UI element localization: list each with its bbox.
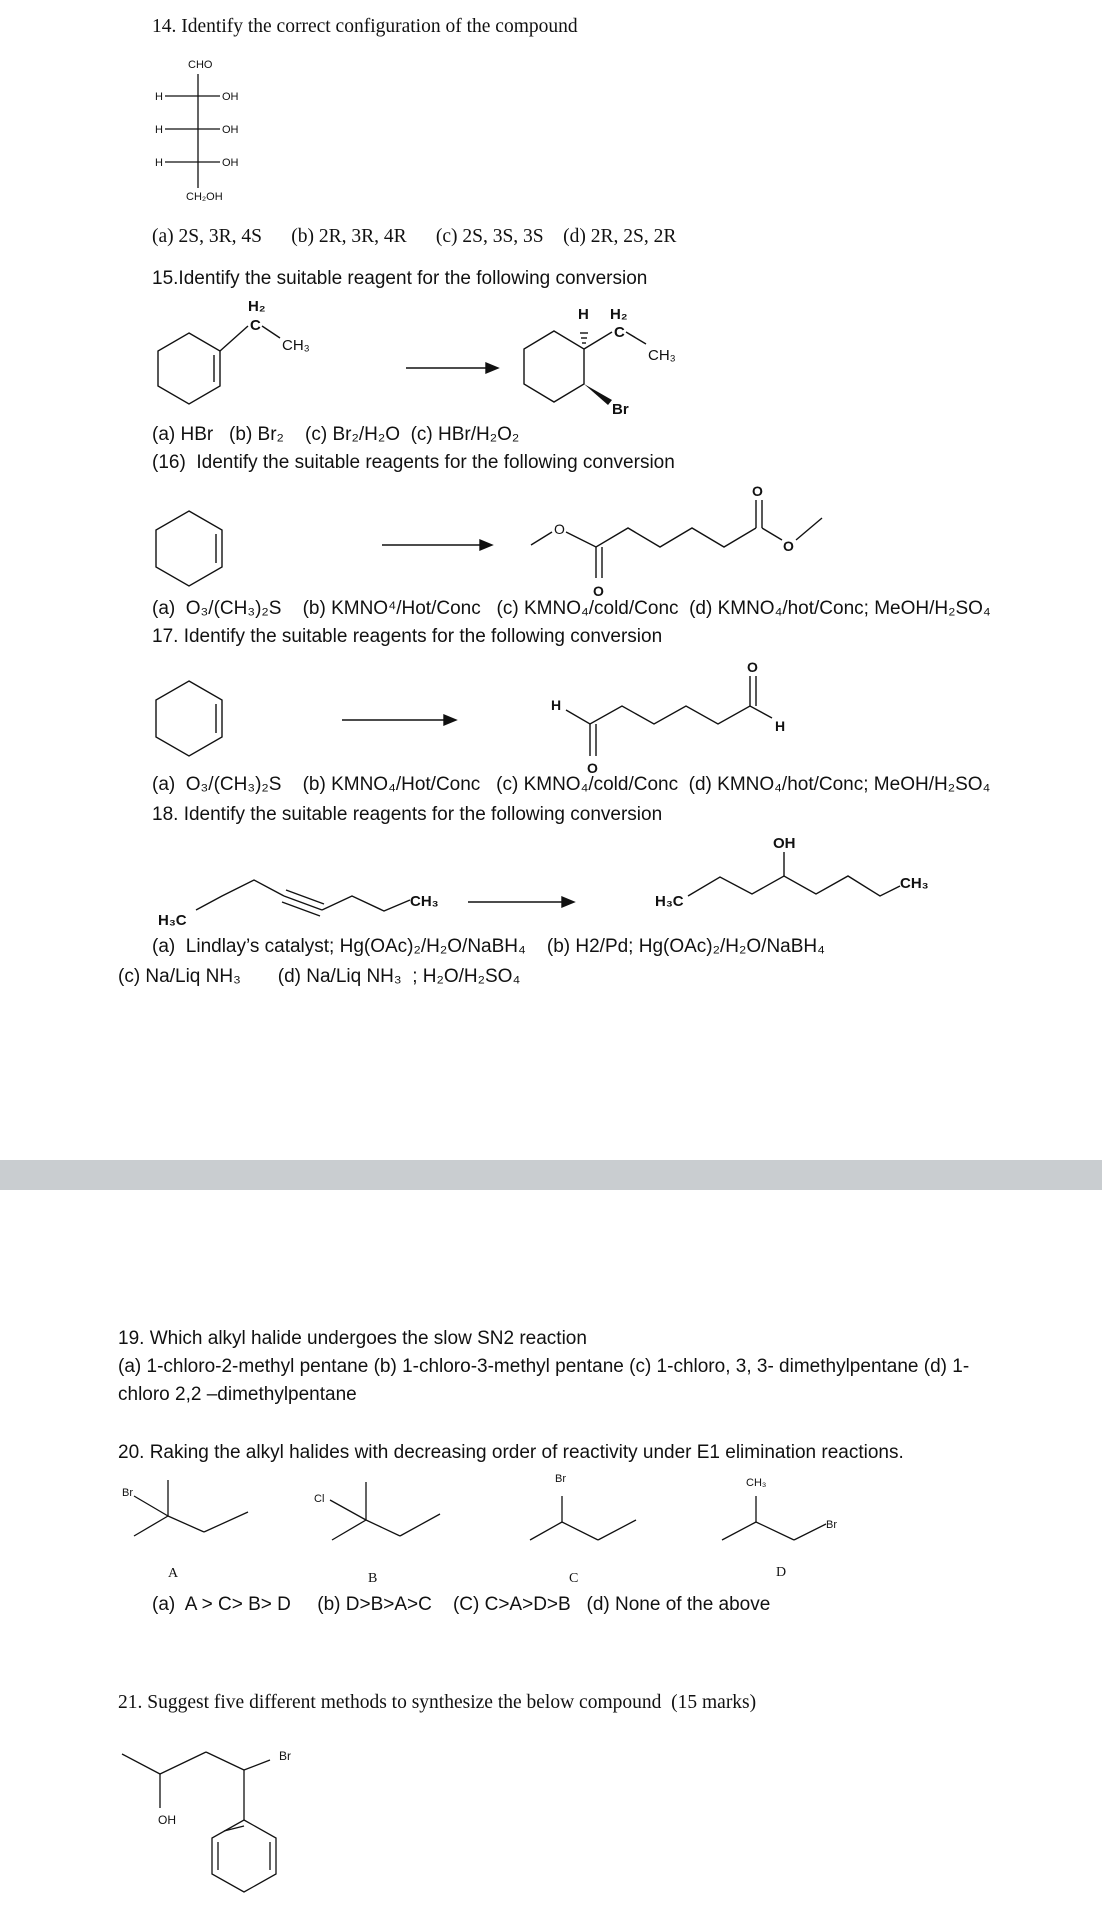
q18-product-oh: OH [773,835,796,852]
q16-title: (16) Identify the suitable reagents for the following conversion [152,452,675,473]
q15-reactant-h2: H₂ [248,298,266,315]
q20-d-ch3: CH₃ [746,1477,767,1489]
q21-oh: OH [158,1813,176,1827]
fischer-cho: CHO [188,59,213,71]
q19-options-line1: (a) 1-chloro-2-methyl pentane (b) 1-chloro-3-methyl pentane (c) 1-chloro, 3, 3- dimethylpentane (d) 1- [118,1356,970,1377]
fischer-oh2: OH [222,124,239,136]
q20-title: 20. Raking the alkyl halides with decreasing order of reactivity under E1 elimination reactions. [118,1442,904,1463]
fischer-h2: H [155,124,163,136]
q18-options-line2: (c) Na/Liq NH₃ (d) Na/Liq NH₃ ; H₂O/H₂SO₄ [118,966,521,987]
q18-product-h3c: H₃C [655,893,684,910]
fischer-h1: H [155,91,163,103]
q17-aldehyde-h1: H [551,697,562,713]
q15-reactant-ch3: CH₃ [282,337,310,354]
q17-options: (a) O₃/(CH₃)₂S (b) KMNO₄/Hot/Conc (c) KMNO₄/cold/Conc (d) KMNO₄/hot/Conc; MeOH/H₂SO₄ [152,774,991,795]
q17-aldehyde-h2: H [775,718,786,734]
q20-label-c: C [569,1571,579,1586]
q18-product-ch3: CH₃ [900,875,929,892]
q15-product-h: H [578,306,589,323]
q20-a-br: Br [122,1487,133,1499]
q18-options-line1: (a) Lindlay’s catalyst; Hg(OAc)₂/H₂O/NaBH₄ (b) H2/Pd; Hg(OAc)₂/H₂O/NaBH₄ [152,936,825,957]
q15-product-ch3: CH₃ [648,347,676,364]
q15-reactant-c: C [250,317,261,334]
q20-c-br: Br [555,1473,566,1485]
q18-reactant-ch3: CH₃ [410,893,439,910]
q20-label-d: D [776,1565,787,1580]
q14-options: (a) 2S, 3R, 4S (b) 2R, 3R, 4R (c) 2S, 3S, 3S (d) 2R, 2S, 2R [152,226,677,247]
fischer-ch2oh: CH₂OH [186,191,223,203]
q15-title: 15.Identify the suitable reagent for the following conversion [152,268,648,289]
q20-label-b: B [368,1571,378,1586]
fischer-oh3: OH [222,157,239,169]
q20-b-cl: Cl [314,1493,325,1505]
q16-options: (a) O₃/(CH₃)₂S (b) KMNO⁴/Hot/Conc (c) KMNO₄/cold/Conc (d) KMNO₄/hot/Conc; MeOH/H₂SO₄ [152,598,991,619]
fischer-oh1: OH [222,91,239,103]
q21-title: 21. Suggest five different methods to synthesize the below compound (15 marks) [118,1692,757,1713]
q16-carbonyl-o1: O [593,583,604,599]
q17-carbonyl-o2: O [747,659,758,675]
q17-title: 17. Identify the suitable reagents for the following conversion [152,626,663,647]
q15-product-br: Br [612,401,629,418]
q15-product-c: C [614,324,625,341]
q15-product-h2: H₂ [610,306,628,323]
q16-ether-o2: O [783,538,794,554]
q20-options: (a) A > C> B> D (b) D>B>A>C (C) C>A>D>B (d) None of the above [152,1594,771,1615]
q15-options: (a) HBr (b) Br₂ (c) Br₂/H₂O (c) HBr/H₂O₂ [152,424,520,445]
q17-carbonyl-o1: O [587,760,598,776]
q19-title: 19. Which alkyl halide undergoes the slow SN2 reaction [118,1328,587,1349]
q19-options-line2: chloro 2,2 –dimethylpentane [118,1384,357,1405]
q14-title: 14. Identify the correct configuration of the compound [152,16,578,37]
q20-label-a: A [168,1566,179,1581]
fischer-h3: H [155,157,163,169]
q18-title: 18. Identify the suitable reagents for the following conversion [152,804,663,825]
q16-carbonyl-o2: O [752,483,763,499]
q21-br: Br [279,1749,291,1763]
q16-ether-o1: O [554,521,565,537]
q18-reactant-h3c: H₃C [158,912,187,929]
q20-d-br: Br [826,1519,837,1531]
